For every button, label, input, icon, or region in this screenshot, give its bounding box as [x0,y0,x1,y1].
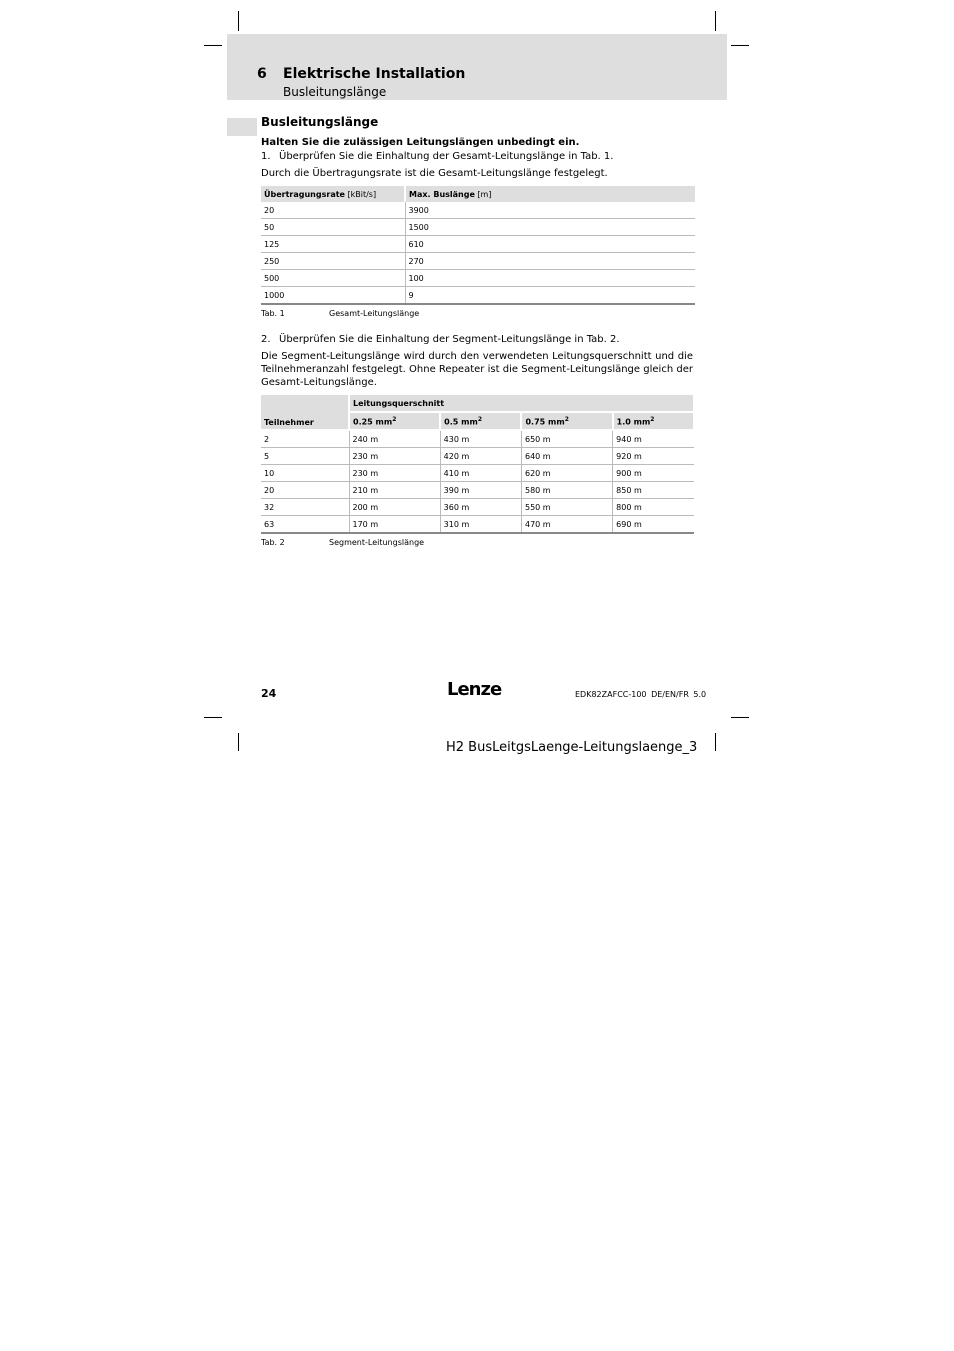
step-1 [261,151,693,162]
table-cell: 430 m [440,430,521,448]
table-row [261,465,694,482]
table-cell: 580 m [521,482,612,499]
table-cell: 100 [405,270,695,287]
table-cell: 3900 [405,202,695,219]
table-cell: 620 m [521,465,612,482]
table-cell: 63 [261,516,349,534]
step-2 [261,334,693,345]
table-cell: 20 [261,202,405,219]
table-cell: 650 m [521,430,612,448]
table-row [261,287,695,305]
table-cell: 10 [261,465,349,482]
table-row [261,253,695,270]
table-row [261,236,695,253]
table-cell: 240 m [349,430,440,448]
page-number: 24 [261,687,277,700]
instruction-bold: Halten Sie die zulässigen Leitungslängen unbedingt ein. [261,137,580,148]
section-heading: Busleitungslänge [261,115,379,129]
table-cell: 900 m [613,465,694,482]
table-cell: 800 m [613,499,694,516]
table-cell: 210 m [349,482,440,499]
table-cell: 940 m [613,430,694,448]
table-header: Teilnehmer [261,395,349,430]
document-code: EDK82ZAFCC-100 DE/EN/FR 5.0 [575,690,707,699]
table-cell: 1000 [261,287,405,305]
chapter-number: 6 [257,66,267,82]
table-row [261,516,694,534]
table-segment-length [261,395,695,534]
table-cell: 5 [261,448,349,465]
table-group-header: Leitungsquerschnitt [349,395,694,412]
table-cell: 170 m [349,516,440,534]
table-cell: 610 [405,236,695,253]
table-header: 0.5 $mm^2$ [440,412,521,430]
table-cell: 32 [261,499,349,516]
table-cell: 640 m [521,448,612,465]
table-cell: 410 m [440,465,521,482]
table-cell: 200 m [349,499,440,516]
step-text: Überprüfen Sie die Einhaltung der Segment-Leitungslänge in Tab. 2. [279,334,620,345]
table-row [261,270,695,287]
step-number: 2. [261,334,271,345]
table-cell: 20 [261,482,349,499]
table-cell: 230 m [349,448,440,465]
table-row [261,482,694,499]
crop-mark [715,733,716,751]
table-cell: 470 m [521,516,612,534]
table-header: Max. Buslänge [m] [405,186,695,202]
table-row [261,499,694,516]
table-header: 0.75 $mm^2$ [521,412,612,430]
table-cell: 690 m [613,516,694,534]
table-row [261,202,695,219]
crop-mark [715,11,716,31]
step-number: 1. [261,151,271,162]
table-cell: 360 m [440,499,521,516]
table-cell: 50 [261,219,405,236]
table-header: 0.25 $mm^2$ [349,412,440,430]
table-cell: 550 m [521,499,612,516]
crop-mark [238,11,239,31]
step-text: Überprüfen Sie die Einhaltung der Gesamt-Leitungslänge in Tab. 1. [279,151,614,162]
table-cell: 390 m [440,482,521,499]
table-cell: 850 m [613,482,694,499]
page-content [261,115,693,563]
table-row [261,430,694,448]
table-cell: 230 m [349,465,440,482]
chapter-title: Elektrische Installation [283,66,466,82]
table-header: Übertragungsrate [kBit/s] [261,186,405,202]
reference-label: H2 BusLeitgsLaenge-Leitungslaenge_3 [446,740,698,755]
paragraph-2: Die Segment-Leitungslänge wird durch den verwendeten Leitungsquerschnitt und die Teilnehmeranzahl festgelegt. Ohne Repeater ist die Segment-Leitungslänge gleich der Gesamt-Leitungslänge. [261,351,693,388]
crop-mark [204,45,222,46]
table-header: 1.0 $mm^2$ [613,412,694,430]
table-cell: 500 [261,270,405,287]
table-cell: 250 [261,253,405,270]
chapter-subtitle: Busleitungslänge [283,85,387,99]
lenze-logo: Lenze [447,679,502,700]
table-cell: 9 [405,287,695,305]
crop-mark [731,717,749,718]
crop-mark [238,733,239,751]
crop-mark [204,717,222,718]
table-row [261,448,694,465]
paragraph-1: Durch die Übertragungsrate ist die Gesamt-Leitungslänge festgelegt. [261,168,608,179]
section-marker [227,118,257,136]
table-caption: Tab. 1 Gesamt-Leitungslänge [261,309,420,318]
table-cell: 310 m [440,516,521,534]
table-caption: Tab. 2 Segment-Leitungslänge [261,538,425,547]
crop-mark [731,45,749,46]
table-cell: 270 [405,253,695,270]
table-cell: 920 m [613,448,694,465]
table-cell: 2 [261,430,349,448]
table-cell: 420 m [440,448,521,465]
table-row [261,219,695,236]
table-cell: 1500 [405,219,695,236]
table-total-length [261,186,695,305]
table-cell: 125 [261,236,405,253]
